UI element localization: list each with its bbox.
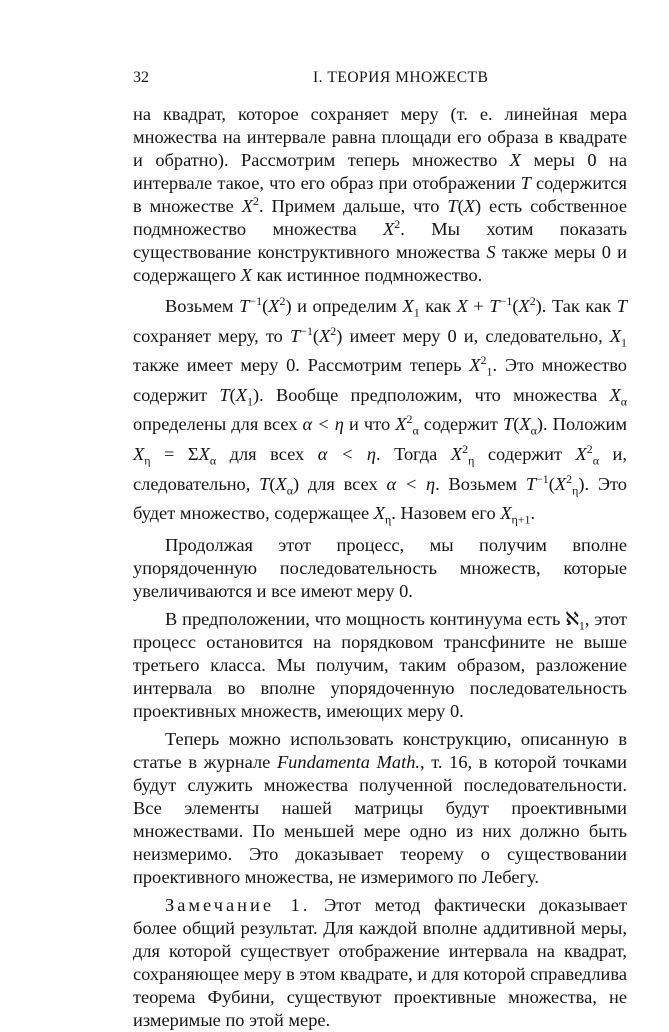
paragraph-1: на квадрат, которое сохраняет меру (т. е. линейная мера множества на интервале равна площади его образа в квадрате и обратно). Рассмотрим теперь множество X меры 0 на интервале такое, что его образ при отображении T содержится в множестве $X^2$. Примем дальше, что T(X) есть собственное подмножество множества $X^2$. Мы хотим показать существование конструктивного множества S также меры 0 и содержащего X как истинное подмножество.	[133, 104, 627, 285]
page-number: 32	[133, 69, 149, 86]
paragraph-5: Теперь можно использовать конструкцию, описанную в статье в журнале Fundamenta Math., т. 16, в которой точками будут служить множества полученной последовательности. Все элементы нашей матрицы будут проективными множествами. По меньшей мере одно из них должно быть неизмеримо. Это доказывает теорему о существовании проективного множества, не измеримого по Лебегу.	[133, 728, 627, 887]
journal-title: Fundamenta Math.	[276, 751, 420, 772]
paragraph-6: Замечание 1. Этот метод фактически доказывает более общий результат. Для каждой вполне аддитивной меры, для которой существует отображение интервала на квадрат, сохраняющее меру в этом квадрате, и для которой справедлива теорема Фубини, существуют проективные множества, не измеримые по этой мере.	[133, 894, 628, 1030]
paragraph-2: Возьмем $T^{-1}(X^2)$ и определим $X_1$ как $X + T^{-1}(X^2)$. Так как T сохраняет меру, то $T^{-1}(X^2)$ имеет меру 0 и, следовательно, $X_1$ также имеет меру 0. Рассмотрим теперь $X^2_1$. Это множество содержит $T(X_1)$. Вообще предположим, что множества $X_\alpha$ определены для всех α < η и что $X^2_\alpha$ содержит $T(X_\alpha)$. Положим $X_\eta = \Sigma X_\alpha$ для всех α < η. Тогда $X^2_\eta$ содержит $X^2_\alpha$ и, следовательно, $T(X_\alpha)$ для всех α < η. Возьмем $T^{-1}(X^2_\eta)$. Это будет множество, содержащее $X_\eta$. Назовем его $X_{\eta+1}$.	[133, 293, 628, 527]
paragraph-4: В предположении, что мощность континуума есть ℵ$_1$, этот процесс остановится на порядковом трансфините не выше третьего класса. Мы получим, таким образом, разложение интервала во вполне упорядоченную последовательность проективных множеств, имеющих меру 0.	[133, 608, 628, 721]
running-title: I. ТЕОРИЯ МНОЖЕСТВ	[313, 69, 489, 86]
running-header	[133, 69, 627, 91]
remark-label: Замечание 1.	[165, 894, 311, 915]
body-text	[133, 103, 627, 1032]
paragraph-3: Продолжая этот процесс, мы получим вполне упорядоченную последовательность множеств, которые увеличиваются и все имеют меру 0.	[133, 534, 627, 601]
